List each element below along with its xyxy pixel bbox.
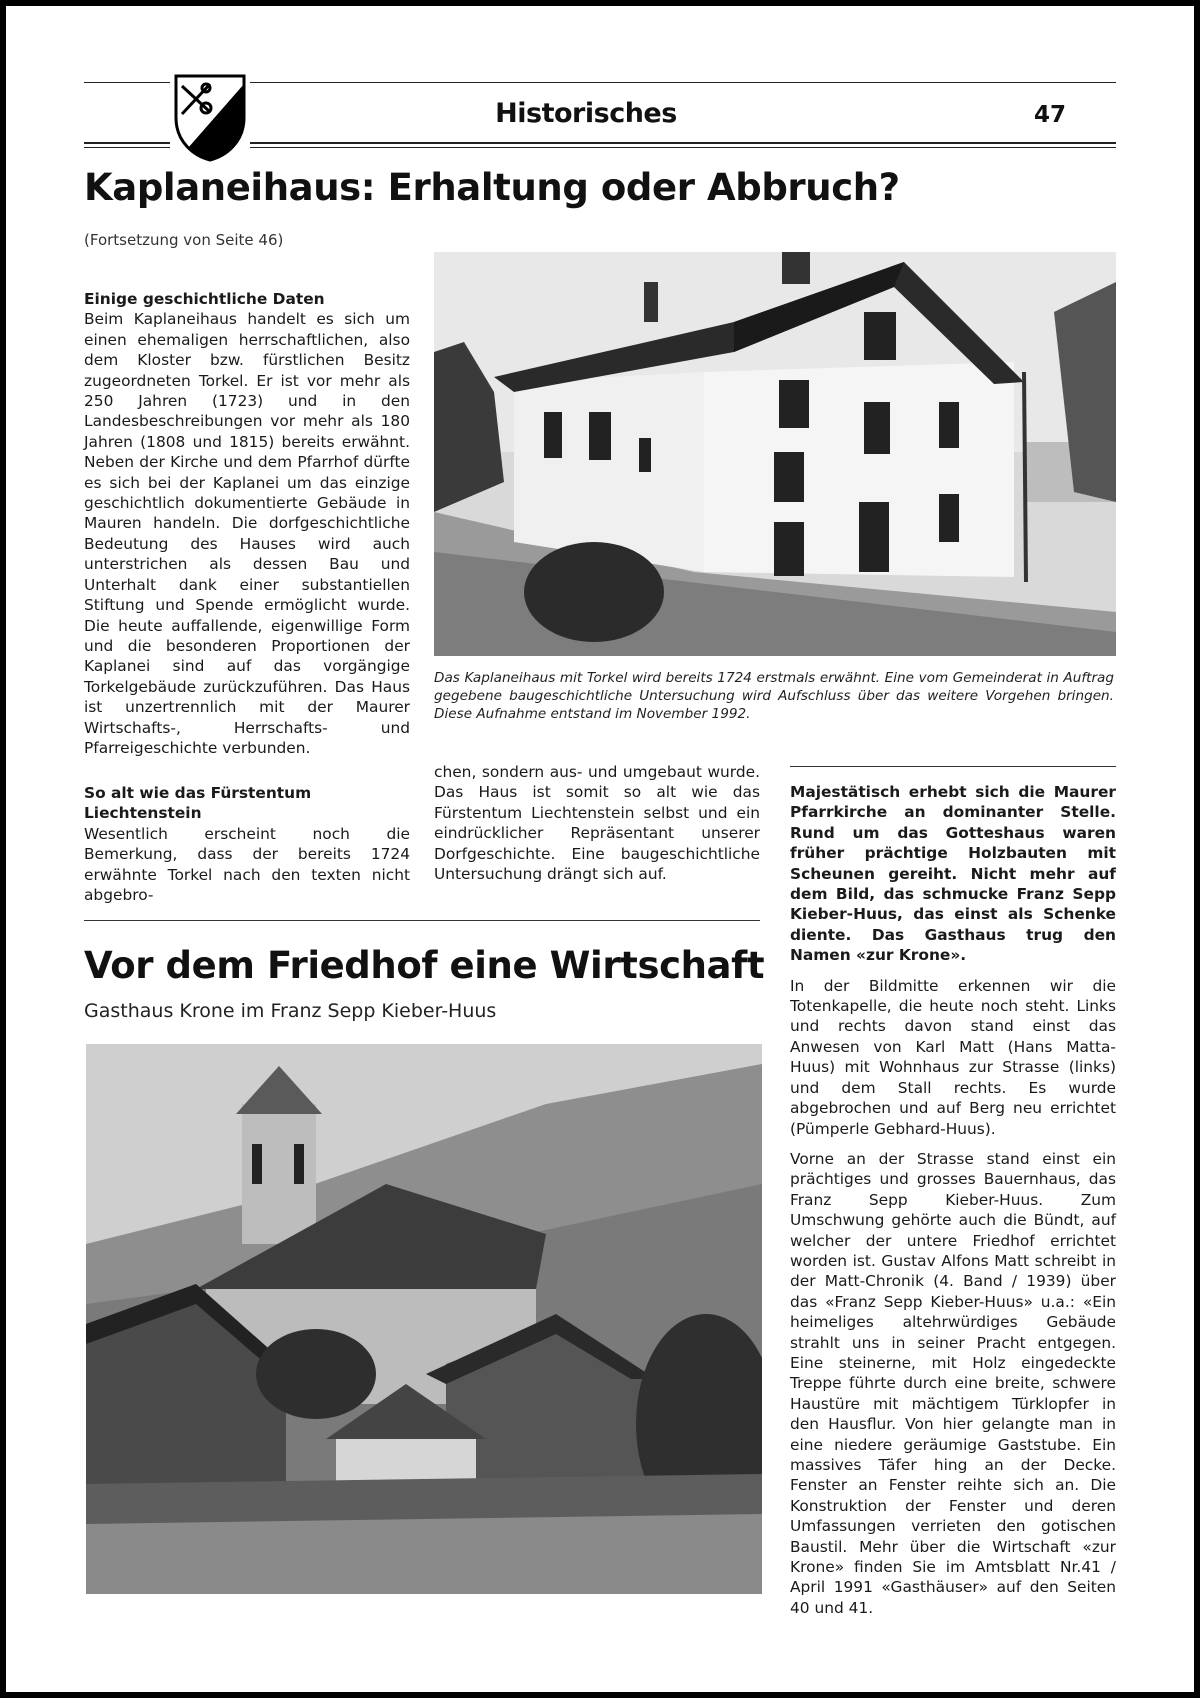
header-rule-bottom-right	[250, 142, 1116, 144]
body-text: chen, sondern aus- und umgebaut wurde. Das Haus ist somit so alt wie das Fürstentum Liechtenstein selbst und ein eindrücklicher Repräsentant unserer Dorfgeschichte. Eine baugeschichtliche Untersuchung drängt sich auf.	[434, 763, 760, 884]
section-title: Historisches	[495, 98, 677, 129]
body-text: Vorne an der Strasse stand einst ein prächtiges und grosses Bauernhaus, das Franz Sepp Kieber-Huus. Zum Umschwung gehörte auch die Bündt, auf welcher der untere Friedhof errichtet worden ist. Gustav Alfons Matt schreibt in der Matt-Chronik (4. Band / 1939) über das «Franz Sepp Kieber-Huus» u.a.: «Ein heimeliges altehrwürdiges Gebäude strahlt uns in seiner Pracht entgegen. Eine steinerne, mit Holz eingedeckte Treppe führte durch eine breite, schwere Haustüre mit mächtigem Türklopfer in den Hausflur. Von hier gelangte man in eine niedere geräumige Gaststube. Ein massives Täfer hing an der Decke. Fenster an Fenster reihte sich an. Die Konstruktion der Fenster und deren Umfassungen verrieten den gotischen Baustil. Mehr über die Wirtschaft «zur Krone» finden Sie im Amtsblatt Nr.41 / April 1991 «Gasthäuser» auf den Seiten 40 und 41.	[790, 1149, 1116, 1617]
photo-caption: Das Kaplaneihaus mit Torkel wird bereits 1724 erstmals erwähnt. Eine vom Gemeinderat in Auftrag gegebene baugeschichtliche Untersuchung wird Aufschluss über das weitere Vorgehen bringen. Diese Aufnahme entstand im November 1992.	[434, 670, 1114, 722]
divider-right	[790, 766, 1116, 767]
section-heading: Einige geschichtliche Daten	[84, 290, 325, 308]
section-heading: So alt wie das Fürstentum Liechtenstein	[84, 784, 312, 823]
kaplaneihaus-photo	[434, 252, 1116, 656]
magazine-page	[6, 6, 1194, 1692]
body-text: In der Bildmitte erkennen wir die Totenkapelle, die heute noch steht. Links und rechts davon stand einst das Anwesen von Karl Matt (Hans Matta-Huus) mit Wohnhaus zur Strasse (links) und dem Stall rechts. Es wurde abgebrochen und auf Berg neu errichtet (Pümperle Gebhard-Huus).	[790, 976, 1116, 1138]
header-rule-double-left	[84, 147, 170, 148]
right-column	[790, 782, 1116, 1628]
page-number: 47	[1033, 102, 1066, 128]
church-photo	[86, 1044, 762, 1594]
header-rule-double-right	[250, 147, 1116, 148]
header-rule-top-left	[84, 82, 170, 83]
left-column-top	[84, 289, 410, 758]
article2-subtitle: Gasthaus Krone im Franz Sepp Kieber-Huus	[84, 1000, 497, 1022]
divider-left	[84, 920, 760, 921]
crest-icon	[172, 72, 248, 162]
header-rule-bottom-left	[84, 142, 170, 144]
body-text: Wesentlich erscheint noch die Bemerkung, dass der bereits 1724 erwähnte Torkel nach den texten nicht abgebro-	[84, 824, 410, 905]
middle-column	[434, 762, 760, 884]
left-column-bottom	[84, 783, 410, 905]
body-text: Beim Kaplaneihaus handelt es sich um einen ehemaligen herrschaftlichen, also dem Kloster bzw. fürstlichen Besitz zugeordneten Torkel. Er ist vor mehr als 250 Jahren (1723) und in den Landesbeschreibungen vor mehr als 180 Jahren (1808 und 1815) bereits erwähnt. Neben der Kirche und dem Pfarrhof dürfte es sich bei der Kaplanei um das einzige geschichtlich dokumentierte Gebäude in Mauren handeln. Die dorfgeschichtliche Bedeutung des Hauses wird auch unterstrichen als dessen Bau und Unterhalt dank einer substantiellen Stiftung und Spende ermöglicht wurde. Die heute auffallende, eigenwillige Form und die besonderen Proportionen der Kaplanei sind auf das vorgängige Torkelgebäude zurückzuführen. Das Haus ist unzertrennlich mit der Maurer Wirtschafts-, Herrschafts- und Pfarreigeschichte verbunden.	[84, 310, 410, 757]
header-rule-top-right	[250, 82, 1116, 83]
article-title: Kaplaneihaus: Erhaltung oder Abbruch?	[84, 166, 900, 209]
continuation-note: (Fortsetzung von Seite 46)	[84, 231, 284, 249]
article2-title: Vor dem Friedhof eine Wirtschaft	[84, 944, 765, 987]
lead-text: Majestätisch erhebt sich die Maurer Pfarrkirche an dominanter Stelle. Rund um das Gotteshaus waren früher prächtige Holzbauten mit Scheunen gereiht. Nicht mehr auf dem Bild, das schmucke Franz Sepp Kieber-Huus, das einst als Schenke diente. Das Gasthaus trug den Namen «zur Krone».	[790, 783, 1116, 965]
